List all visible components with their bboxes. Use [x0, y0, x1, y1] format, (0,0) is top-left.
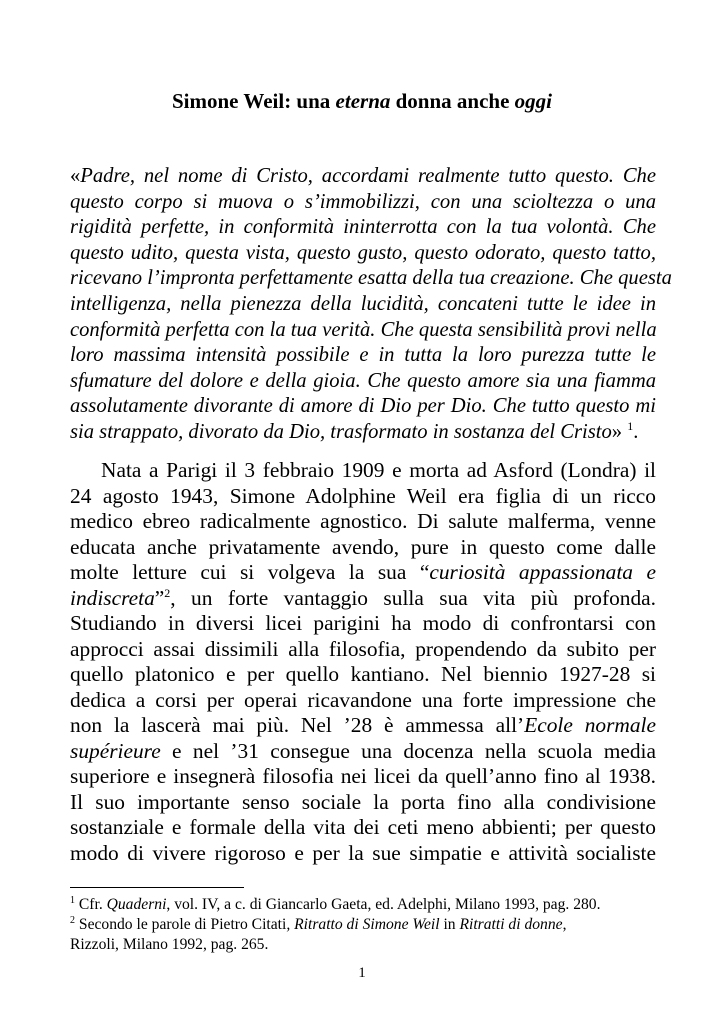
body-italic: curiosità appassionata e [429, 560, 656, 584]
footnote-text: Secondo le parole di Pietro Citati [75, 916, 287, 933]
quote-text: conformità perfetta con la tua verità. Che questa sensibilità provi nella [70, 318, 657, 341]
body-line: dedica a corsi per operai ricavandone una forte impressione che [70, 687, 656, 712]
title-part: donna anche [390, 89, 515, 113]
body-paragraph [70, 458, 656, 866]
quote-text: sia strappato, divorato da Dio, trasformato in sostanza del Cristo [70, 420, 612, 443]
body-line: Nata a Parigi il 3 febbraio 1909 e morta ad Asford (Londra) il [101, 458, 656, 482]
body-text: ” [154, 585, 165, 610]
quote-text: rigidità perfette, in conformità ininterrotta con la tua volontà. Che [70, 216, 656, 239]
body-text: molte letture cui si volgeva la sua “ [70, 560, 430, 584]
body-line: modo di vivere rigoroso e per la sue simpatie e attività socialiste [70, 840, 656, 865]
opening-quote [70, 164, 672, 446]
body-line: quello platonico e per quello kantiano. Nel biennio 1927-28 si [70, 662, 656, 686]
footnote-number: 1 [70, 894, 75, 906]
body-line: 24 agosto 1943, Simone Adolphine Weil era figlia di un ricco [70, 483, 656, 508]
quote-open-mark: « [70, 165, 81, 187]
footnote-text: , vol. IV, a c. di Giancarlo Gaeta, ed. Adelphi, Milano 1993, pag. 280. [166, 896, 601, 913]
footnote-2 [70, 915, 670, 935]
page-number: 1 [358, 965, 366, 981]
quote-text: assolutamente divorante di amore di Dio per Dio. Che tutto questo mi [70, 395, 656, 418]
quote-line [70, 369, 656, 395]
body-line [70, 739, 656, 765]
quote-line [70, 394, 656, 420]
body-italic: Ecole normale [524, 713, 656, 737]
body-line: medico ebreo radicalmente agnostico. Di salute malferma, venne [70, 509, 656, 533]
footnote-ref-1[interactable]: 1 [627, 419, 634, 434]
footnote-ref-2[interactable]: 2 [164, 585, 171, 600]
body-italic: indiscreta [70, 585, 155, 610]
footnotes [70, 895, 670, 955]
title-italic-oggi: oggi [514, 89, 553, 113]
footnote-2-continued: Rizzoli, Milano 1992, pag. 265. [70, 936, 269, 953]
footnote-1 [70, 895, 670, 915]
body-italic: supérieure [70, 738, 161, 763]
quote-line [70, 215, 656, 241]
footnote-text: Cfr. [75, 896, 107, 913]
body-line [70, 560, 656, 586]
quote-line [70, 266, 672, 292]
footnote-text: in [439, 916, 460, 933]
body-line [70, 586, 656, 612]
body-text: , un forte vantaggio sulla sua vita più profonda. [170, 585, 656, 610]
quote-line [70, 164, 656, 190]
quote-line [70, 292, 656, 318]
quote-text: ricevano l’impronta perfettamente esatta della tua creazione. Che questa [70, 267, 672, 290]
body-line: Studiando in diversi licei parigini ha modo di confrontarsi con [70, 611, 656, 635]
body-line: Il suo importante senso sociale la porta fino alla condivisione [70, 789, 656, 814]
page-title [0, 88, 724, 114]
body-text: non la lascerà mai più. Nel ’28 è ammessa all’ [70, 713, 525, 737]
quote-text: loro massima intensità possibile e in tutta la loro purezza tutte le [70, 344, 656, 367]
footnote-text: , [562, 916, 567, 933]
body-text: e nel ’31 consegue una docenza nella scuola media [160, 738, 656, 763]
body-line: approcci assai dissimili alla filosofia, propendendo da subito per [70, 636, 656, 661]
quote-text: intelligenza, nella pienezza della lucidità, concateni tutte le idee in [70, 292, 656, 315]
quote-line [70, 420, 656, 446]
footnote-italic: Ritratti di donne [459, 916, 563, 933]
footnote-divider [70, 887, 244, 888]
quote-line [70, 190, 656, 216]
footnote-italic: , Ritratto di Simone Weil [286, 916, 440, 933]
footnote-number: 2 [70, 914, 75, 926]
quote-text: questo udito, questa vista, questo gusto, questo odorato, questo tatto, [70, 241, 656, 264]
quote-text: Padre, nel nome di Cristo, accordami realmente tutto questo. Che [80, 165, 656, 187]
body-line: educata anche privatamente avendo, pure in questo come dalle [70, 534, 656, 559]
quote-line [70, 343, 656, 369]
quote-line [70, 318, 656, 344]
footnote-italic: Quaderni [106, 896, 167, 913]
title-italic-eterna: eterna [335, 89, 391, 113]
quote-line [70, 241, 656, 267]
body-line: sostanziale e formale della vita dei ceti meno abbienti; per questo [70, 815, 656, 839]
quote-text: sfumature del dolore e della gioia. Che questo amore sia una fiamma [70, 369, 656, 392]
body-line [70, 713, 656, 739]
title-part: Simone Weil: una [171, 89, 336, 113]
quote-close-mark: » [611, 420, 623, 443]
quote-text: questo corpo si muova o s’immobilizzi, con una scioltezza o una [70, 190, 656, 213]
quote-end: . [633, 420, 639, 443]
body-line: superiore e insegnerà filosofia nei licei da quell’anno fino al 1938. [70, 764, 656, 788]
